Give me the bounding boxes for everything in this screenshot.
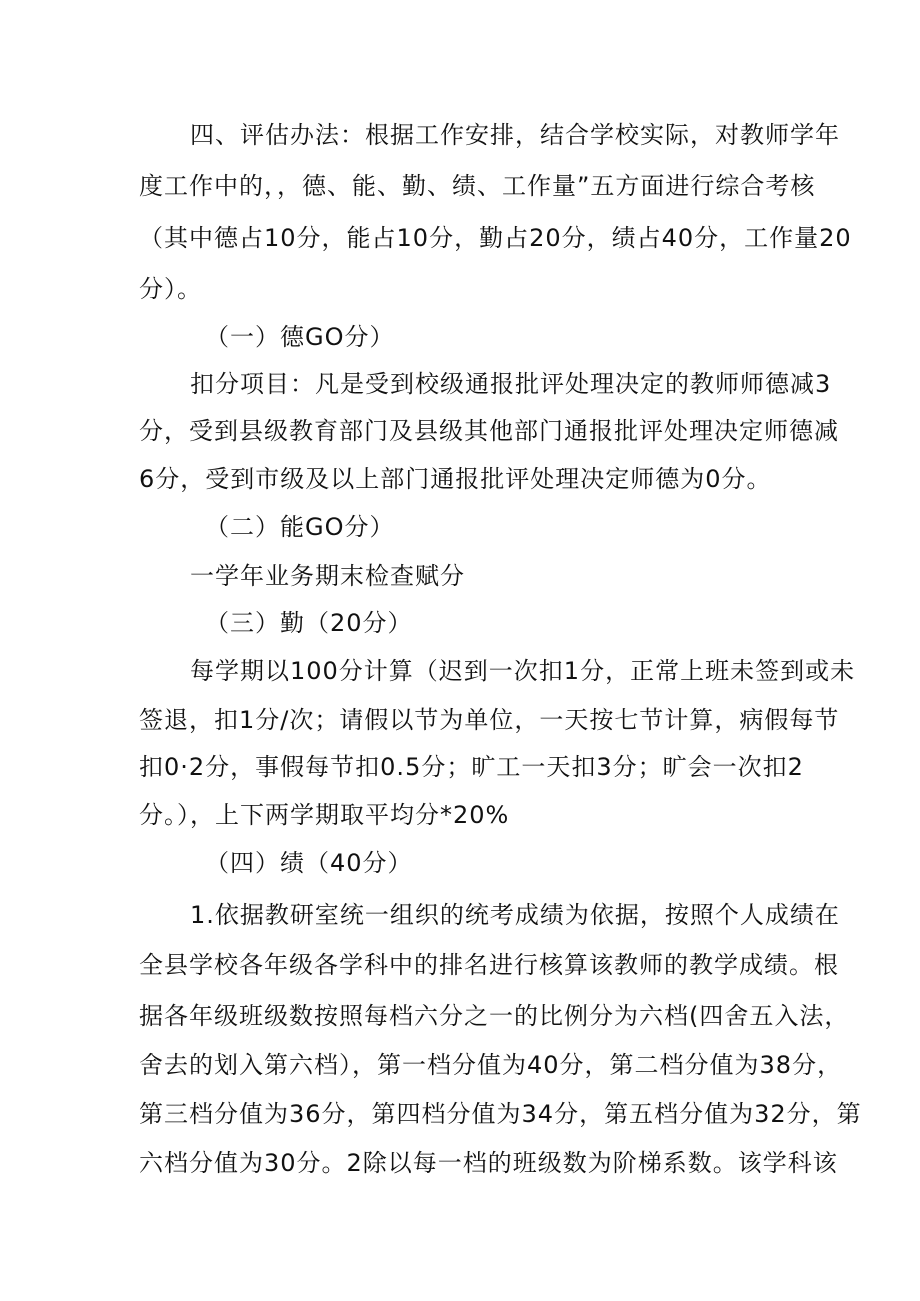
text-line: 分）。 xyxy=(139,275,202,303)
text-line: 六档分值为30分。2除以每一档的班级数为阶梯系数。该学科该 xyxy=(139,1149,838,1177)
text-line: 6分，受到市级及以上部门通报批评处理决定师德为0分。 xyxy=(139,465,772,493)
text-line: 舍去的划入第六档），第一档分值为40分，第二档分值为38分， xyxy=(139,1051,843,1079)
text-line: 第三档分值为36分，第四档分值为34分，第五档分值为32分，第 xyxy=(139,1100,862,1128)
text-line: 一学年业务期末检查赋分 xyxy=(190,562,465,590)
text-line: 分，受到县级教育部门及县级其他部门通报批评处理决定师德减 xyxy=(139,417,839,445)
text-line: 签退，扣1分/次；请假以节为单位，一天按七节计算，病假每节 xyxy=(139,706,840,734)
text-line: （其中德占10分，能占10分，勤占20分，绩占40分，工作量20 xyxy=(139,224,852,252)
text-line: 度工作中的，，德、能、勤、绩、工作量”五方面进行综合考核 xyxy=(139,172,816,200)
text-line: 1.依据教研室统一组织的统考成绩为依据，按照个人成绩在 xyxy=(190,901,840,929)
text-line: 扣0·2分，事假每节扣0.5分；旷工一天扣3分；旷会一次扣2 xyxy=(139,753,804,781)
text-line: 扣分项目：凡是受到校级通报批评处理决定的教师师德减3 xyxy=(190,370,832,398)
section-heading-qin: （三）勤（20分） xyxy=(205,609,413,637)
section-heading-de: （一）德GO分） xyxy=(205,323,395,351)
section-heading-ji: （四）绩（40分） xyxy=(205,849,413,877)
text-line: 每学期以100分计算（迟到一次扣1分，正常上班未签到或未 xyxy=(190,657,856,685)
section-heading-neng: （二）能GO分） xyxy=(205,513,395,541)
text-line: 据各年级班级数按照每档六分之一的比例分为六档(四舍五入法， xyxy=(139,1002,850,1030)
text-line: 全县学校各年级各学科中的排名进行核算该教师的教学成绩。根 xyxy=(139,951,839,979)
text-line: 分。），上下两学期取平均分*20% xyxy=(139,801,510,829)
text-line: 四、评估办法：根据工作安排，结合学校实际，对教师学年 xyxy=(190,121,840,149)
